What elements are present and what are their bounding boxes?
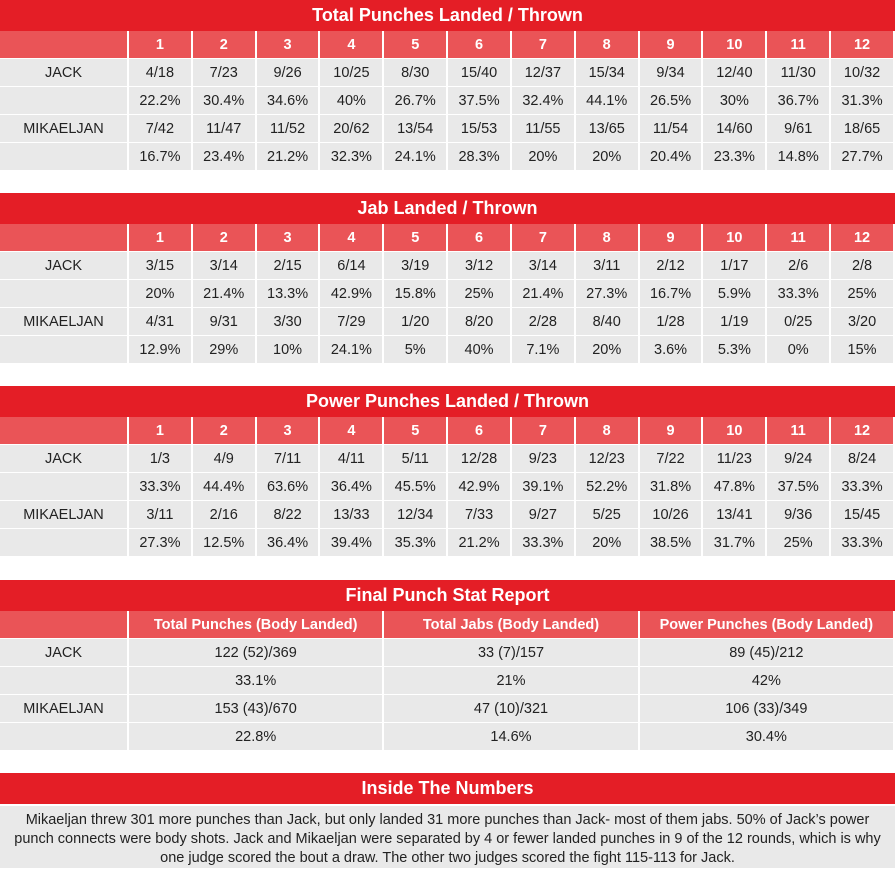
percentage-cell: 40% bbox=[447, 336, 511, 364]
landed-thrown-cell: 7/11 bbox=[256, 445, 320, 473]
round-header: 2 bbox=[192, 417, 256, 445]
percentage-cell: 26.5% bbox=[639, 87, 703, 115]
round-header: 5 bbox=[383, 224, 447, 252]
landed-thrown-cell: 9/31 bbox=[192, 308, 256, 336]
percentage-cell: 27.3% bbox=[575, 280, 639, 308]
percentage-cell: 20% bbox=[575, 143, 639, 171]
percentage-cell: 37.5% bbox=[447, 87, 511, 115]
landed-thrown-cell: 5/11 bbox=[383, 445, 447, 473]
percentage-cell: 27.7% bbox=[830, 143, 894, 171]
section-title: Final Punch Stat Report bbox=[0, 580, 895, 611]
fighter-name: MIKAELJAN bbox=[0, 501, 128, 529]
landed-thrown-cell: 2/28 bbox=[511, 308, 575, 336]
round-header: 5 bbox=[383, 417, 447, 445]
landed-thrown-cell: 9/24 bbox=[766, 445, 830, 473]
fighter-name-spacer bbox=[0, 667, 128, 695]
percentage-cell: 29% bbox=[192, 336, 256, 364]
round-header: 12 bbox=[830, 224, 894, 252]
landed-thrown-cell: 15/53 bbox=[447, 115, 511, 143]
landed-thrown-cell: 12/37 bbox=[511, 59, 575, 87]
landed-thrown-cell: 3/15 bbox=[128, 252, 192, 280]
fighter-name: MIKAELJAN bbox=[0, 695, 128, 723]
round-header: 10 bbox=[702, 31, 766, 59]
percentage-cell: 33.3% bbox=[511, 529, 575, 557]
landed-thrown-cell: 9/34 bbox=[639, 59, 703, 87]
landed-thrown-cell: 20/62 bbox=[319, 115, 383, 143]
landed-thrown-cell: 12/40 bbox=[702, 59, 766, 87]
landed-thrown-cell: 8/22 bbox=[256, 501, 320, 529]
landed-thrown-cell: 3/30 bbox=[256, 308, 320, 336]
landed-thrown-cell: 1/28 bbox=[639, 308, 703, 336]
round-header: 8 bbox=[575, 224, 639, 252]
round-table bbox=[0, 417, 895, 557]
fighter-name-spacer bbox=[0, 723, 128, 751]
landed-thrown-cell: 7/23 bbox=[192, 59, 256, 87]
percentage-cell: 12.9% bbox=[128, 336, 192, 364]
fighter-name-spacer bbox=[0, 280, 128, 308]
percentage-cell: 7.1% bbox=[511, 336, 575, 364]
percentage-cell: 24.1% bbox=[383, 143, 447, 171]
stat-pct: 14.6% bbox=[383, 723, 638, 751]
landed-thrown-cell: 7/33 bbox=[447, 501, 511, 529]
percentage-cell: 15.8% bbox=[383, 280, 447, 308]
percentage-cell: 21.2% bbox=[256, 143, 320, 171]
landed-thrown-cell: 9/61 bbox=[766, 115, 830, 143]
power-punches-section bbox=[0, 386, 895, 557]
percentage-cell: 33.3% bbox=[830, 473, 894, 501]
stat-value: 106 (33)/349 bbox=[639, 695, 894, 723]
round-header: 9 bbox=[639, 31, 703, 59]
landed-thrown-cell: 1/20 bbox=[383, 308, 447, 336]
landed-thrown-cell: 8/20 bbox=[447, 308, 511, 336]
percentage-cell: 5.3% bbox=[702, 336, 766, 364]
percentage-cell: 20% bbox=[511, 143, 575, 171]
percentage-cell: 5% bbox=[383, 336, 447, 364]
round-header: 8 bbox=[575, 417, 639, 445]
percentage-cell: 16.7% bbox=[128, 143, 192, 171]
percentage-cell: 10% bbox=[256, 336, 320, 364]
round-header: 6 bbox=[447, 224, 511, 252]
header-blank bbox=[0, 611, 128, 639]
landed-thrown-cell: 7/42 bbox=[128, 115, 192, 143]
stat-value: 153 (43)/670 bbox=[128, 695, 383, 723]
landed-thrown-cell: 4/11 bbox=[319, 445, 383, 473]
landed-thrown-cell: 1/3 bbox=[128, 445, 192, 473]
percentage-cell: 39.1% bbox=[511, 473, 575, 501]
percentage-cell: 21.2% bbox=[447, 529, 511, 557]
header-blank bbox=[0, 31, 128, 59]
landed-thrown-cell: 1/17 bbox=[702, 252, 766, 280]
landed-thrown-cell: 3/19 bbox=[383, 252, 447, 280]
percentage-cell: 52.2% bbox=[575, 473, 639, 501]
percentage-cell: 3.6% bbox=[639, 336, 703, 364]
percentage-cell: 20.4% bbox=[639, 143, 703, 171]
percentage-cell: 30.4% bbox=[192, 87, 256, 115]
landed-thrown-cell: 7/22 bbox=[639, 445, 703, 473]
percentage-cell: 33.3% bbox=[766, 280, 830, 308]
percentage-cell: 34.6% bbox=[256, 87, 320, 115]
percentage-cell: 42.9% bbox=[319, 280, 383, 308]
jab-section bbox=[0, 193, 895, 364]
percentage-cell: 23.3% bbox=[702, 143, 766, 171]
landed-thrown-cell: 15/45 bbox=[830, 501, 894, 529]
percentage-cell: 5.9% bbox=[702, 280, 766, 308]
percentage-cell: 13.3% bbox=[256, 280, 320, 308]
landed-thrown-cell: 4/31 bbox=[128, 308, 192, 336]
landed-thrown-cell: 3/14 bbox=[192, 252, 256, 280]
stat-pct: 33.1% bbox=[128, 667, 383, 695]
landed-thrown-cell: 18/65 bbox=[830, 115, 894, 143]
stat-pct: 22.8% bbox=[128, 723, 383, 751]
round-header: 1 bbox=[128, 224, 192, 252]
landed-thrown-cell: 11/52 bbox=[256, 115, 320, 143]
landed-thrown-cell: 5/25 bbox=[575, 501, 639, 529]
landed-thrown-cell: 2/12 bbox=[639, 252, 703, 280]
round-header: 3 bbox=[256, 31, 320, 59]
percentage-cell: 20% bbox=[128, 280, 192, 308]
fighter-name: JACK bbox=[0, 59, 128, 87]
percentage-cell: 44.4% bbox=[192, 473, 256, 501]
round-header: 9 bbox=[639, 417, 703, 445]
percentage-cell: 22.2% bbox=[128, 87, 192, 115]
landed-thrown-cell: 3/11 bbox=[128, 501, 192, 529]
section-title: Jab Landed / Thrown bbox=[0, 193, 895, 224]
header-total-jabs: Total Jabs (Body Landed) bbox=[383, 611, 638, 639]
section-title: Power Punches Landed / Thrown bbox=[0, 386, 895, 417]
percentage-cell: 26.7% bbox=[383, 87, 447, 115]
round-header: 12 bbox=[830, 31, 894, 59]
percentage-cell: 36.4% bbox=[256, 529, 320, 557]
percentage-cell: 20% bbox=[575, 336, 639, 364]
percentage-cell: 44.1% bbox=[575, 87, 639, 115]
fighter-name-spacer bbox=[0, 143, 128, 171]
percentage-cell: 36.4% bbox=[319, 473, 383, 501]
round-header: 12 bbox=[830, 417, 894, 445]
percentage-cell: 0% bbox=[766, 336, 830, 364]
percentage-cell: 39.4% bbox=[319, 529, 383, 557]
round-header: 6 bbox=[447, 31, 511, 59]
landed-thrown-cell: 15/40 bbox=[447, 59, 511, 87]
fighter-name-spacer bbox=[0, 87, 128, 115]
round-header: 11 bbox=[766, 417, 830, 445]
landed-thrown-cell: 2/8 bbox=[830, 252, 894, 280]
percentage-cell: 14.8% bbox=[766, 143, 830, 171]
round-table bbox=[0, 224, 895, 364]
round-header: 8 bbox=[575, 31, 639, 59]
landed-thrown-cell: 13/41 bbox=[702, 501, 766, 529]
landed-thrown-cell: 7/29 bbox=[319, 308, 383, 336]
round-header: 3 bbox=[256, 417, 320, 445]
landed-thrown-cell: 8/40 bbox=[575, 308, 639, 336]
landed-thrown-cell: 2/16 bbox=[192, 501, 256, 529]
landed-thrown-cell: 9/36 bbox=[766, 501, 830, 529]
landed-thrown-cell: 10/32 bbox=[830, 59, 894, 87]
percentage-cell: 27.3% bbox=[128, 529, 192, 557]
landed-thrown-cell: 9/26 bbox=[256, 59, 320, 87]
round-header: 4 bbox=[319, 31, 383, 59]
landed-thrown-cell: 0/25 bbox=[766, 308, 830, 336]
landed-thrown-cell: 4/18 bbox=[128, 59, 192, 87]
percentage-cell: 47.8% bbox=[702, 473, 766, 501]
stat-value: 33 (7)/157 bbox=[383, 639, 638, 667]
landed-thrown-cell: 2/15 bbox=[256, 252, 320, 280]
inside-numbers-section bbox=[0, 773, 895, 868]
percentage-cell: 40% bbox=[319, 87, 383, 115]
round-header: 5 bbox=[383, 31, 447, 59]
landed-thrown-cell: 11/30 bbox=[766, 59, 830, 87]
landed-thrown-cell: 9/23 bbox=[511, 445, 575, 473]
landed-thrown-cell: 13/54 bbox=[383, 115, 447, 143]
round-header: 7 bbox=[511, 417, 575, 445]
percentage-cell: 63.6% bbox=[256, 473, 320, 501]
final-report-section bbox=[0, 580, 895, 751]
percentage-cell: 31.8% bbox=[639, 473, 703, 501]
percentage-cell: 25% bbox=[830, 280, 894, 308]
fighter-name: JACK bbox=[0, 639, 128, 667]
percentage-cell: 32.3% bbox=[319, 143, 383, 171]
landed-thrown-cell: 12/28 bbox=[447, 445, 511, 473]
round-header: 7 bbox=[511, 224, 575, 252]
fighter-name: MIKAELJAN bbox=[0, 308, 128, 336]
percentage-cell: 30% bbox=[702, 87, 766, 115]
landed-thrown-cell: 14/60 bbox=[702, 115, 766, 143]
percentage-cell: 35.3% bbox=[383, 529, 447, 557]
percentage-cell: 16.7% bbox=[639, 280, 703, 308]
percentage-cell: 15% bbox=[830, 336, 894, 364]
fighter-name-spacer bbox=[0, 529, 128, 557]
total-punches-section bbox=[0, 0, 895, 171]
round-header: 3 bbox=[256, 224, 320, 252]
percentage-cell: 33.3% bbox=[128, 473, 192, 501]
landed-thrown-cell: 12/23 bbox=[575, 445, 639, 473]
percentage-cell: 31.3% bbox=[830, 87, 894, 115]
landed-thrown-cell: 3/11 bbox=[575, 252, 639, 280]
landed-thrown-cell: 13/33 bbox=[319, 501, 383, 529]
round-header: 10 bbox=[702, 224, 766, 252]
header-total-punches: Total Punches (Body Landed) bbox=[128, 611, 383, 639]
section-title: Inside The Numbers bbox=[0, 773, 895, 804]
final-report-table bbox=[0, 611, 895, 751]
round-header: 11 bbox=[766, 31, 830, 59]
fighter-name-spacer bbox=[0, 473, 128, 501]
landed-thrown-cell: 11/54 bbox=[639, 115, 703, 143]
stat-pct: 30.4% bbox=[639, 723, 894, 751]
percentage-cell: 24.1% bbox=[319, 336, 383, 364]
fighter-name: JACK bbox=[0, 252, 128, 280]
inside-numbers-text: Mikaeljan threw 301 more punches than Jack, but only landed 31 more punches than Jack- most of them jabs. 50% of Jack’s power punch connects were body shots. Jack and Mikaeljan were separated by 4 or fewer landed punches in 9 of the 12 rounds, which is why one judge scored the bout a draw. The other two judges scored the fight 115-113 for Jack. bbox=[0, 806, 895, 868]
round-header: 11 bbox=[766, 224, 830, 252]
round-header: 1 bbox=[128, 31, 192, 59]
round-header: 2 bbox=[192, 224, 256, 252]
header-power-punches: Power Punches (Body Landed) bbox=[639, 611, 894, 639]
percentage-cell: 36.7% bbox=[766, 87, 830, 115]
header-blank bbox=[0, 224, 128, 252]
section-title: Total Punches Landed / Thrown bbox=[0, 0, 895, 31]
fighter-name: MIKAELJAN bbox=[0, 115, 128, 143]
percentage-cell: 31.7% bbox=[702, 529, 766, 557]
landed-thrown-cell: 11/55 bbox=[511, 115, 575, 143]
stat-value: 47 (10)/321 bbox=[383, 695, 638, 723]
stat-value: 89 (45)/212 bbox=[639, 639, 894, 667]
landed-thrown-cell: 13/65 bbox=[575, 115, 639, 143]
round-header: 1 bbox=[128, 417, 192, 445]
round-table bbox=[0, 31, 895, 171]
round-header: 6 bbox=[447, 417, 511, 445]
landed-thrown-cell: 8/30 bbox=[383, 59, 447, 87]
landed-thrown-cell: 6/14 bbox=[319, 252, 383, 280]
round-header: 9 bbox=[639, 224, 703, 252]
round-header: 7 bbox=[511, 31, 575, 59]
fighter-name: JACK bbox=[0, 445, 128, 473]
landed-thrown-cell: 3/12 bbox=[447, 252, 511, 280]
percentage-cell: 42.9% bbox=[447, 473, 511, 501]
landed-thrown-cell: 8/24 bbox=[830, 445, 894, 473]
landed-thrown-cell: 3/20 bbox=[830, 308, 894, 336]
header-blank bbox=[0, 417, 128, 445]
percentage-cell: 45.5% bbox=[383, 473, 447, 501]
percentage-cell: 21.4% bbox=[192, 280, 256, 308]
landed-thrown-cell: 11/47 bbox=[192, 115, 256, 143]
percentage-cell: 25% bbox=[766, 529, 830, 557]
percentage-cell: 38.5% bbox=[639, 529, 703, 557]
round-header: 4 bbox=[319, 417, 383, 445]
percentage-cell: 28.3% bbox=[447, 143, 511, 171]
landed-thrown-cell: 4/9 bbox=[192, 445, 256, 473]
percentage-cell: 23.4% bbox=[192, 143, 256, 171]
landed-thrown-cell: 2/6 bbox=[766, 252, 830, 280]
landed-thrown-cell: 1/19 bbox=[702, 308, 766, 336]
stat-pct: 42% bbox=[639, 667, 894, 695]
percentage-cell: 20% bbox=[575, 529, 639, 557]
percentage-cell: 21.4% bbox=[511, 280, 575, 308]
percentage-cell: 25% bbox=[447, 280, 511, 308]
landed-thrown-cell: 10/25 bbox=[319, 59, 383, 87]
round-header: 4 bbox=[319, 224, 383, 252]
stat-value: 122 (52)/369 bbox=[128, 639, 383, 667]
landed-thrown-cell: 12/34 bbox=[383, 501, 447, 529]
landed-thrown-cell: 11/23 bbox=[702, 445, 766, 473]
percentage-cell: 33.3% bbox=[830, 529, 894, 557]
percentage-cell: 32.4% bbox=[511, 87, 575, 115]
landed-thrown-cell: 15/34 bbox=[575, 59, 639, 87]
percentage-cell: 37.5% bbox=[766, 473, 830, 501]
stat-pct: 21% bbox=[383, 667, 638, 695]
round-header: 2 bbox=[192, 31, 256, 59]
fighter-name-spacer bbox=[0, 336, 128, 364]
round-header: 10 bbox=[702, 417, 766, 445]
percentage-cell: 12.5% bbox=[192, 529, 256, 557]
landed-thrown-cell: 10/26 bbox=[639, 501, 703, 529]
landed-thrown-cell: 3/14 bbox=[511, 252, 575, 280]
landed-thrown-cell: 9/27 bbox=[511, 501, 575, 529]
